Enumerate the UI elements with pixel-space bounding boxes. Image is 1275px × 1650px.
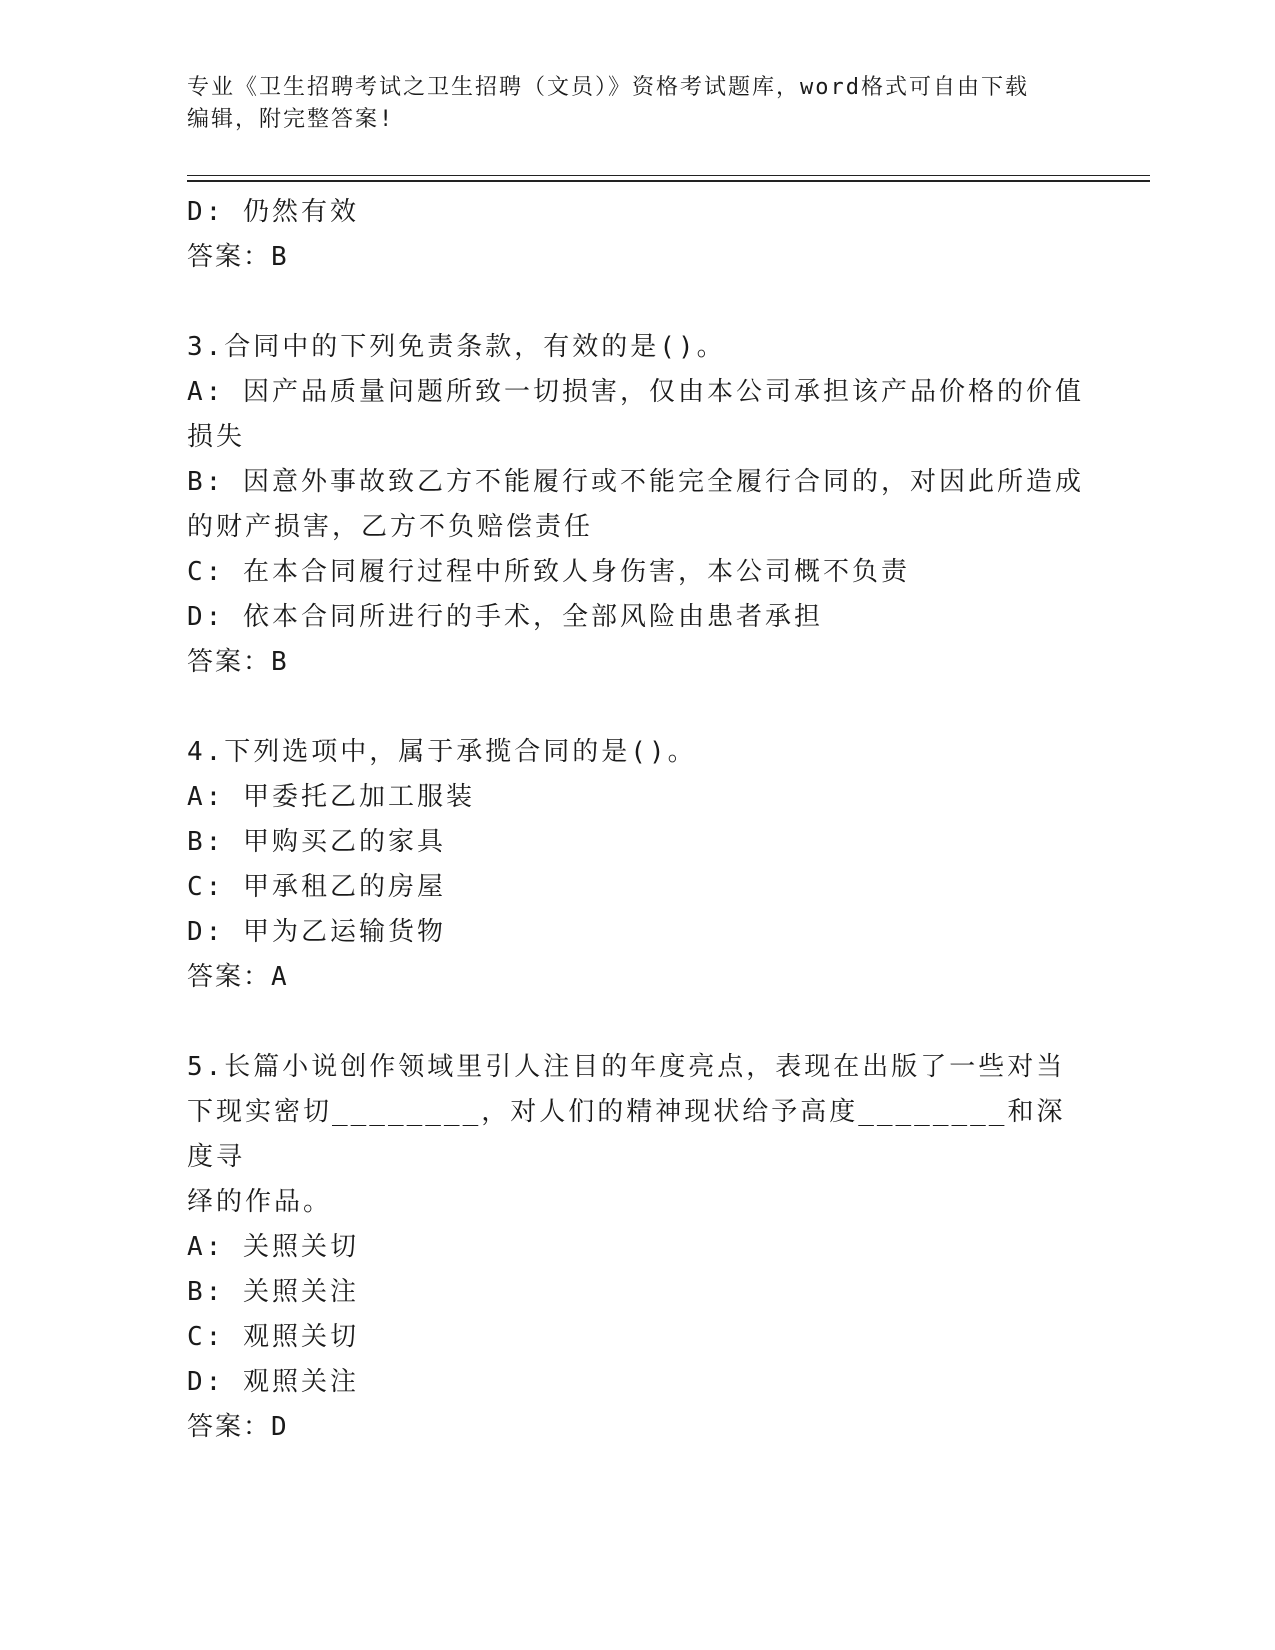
option-d: D: 依本合同所进行的手术，全部风险由患者承担 bbox=[187, 602, 823, 632]
question-list bbox=[187, 190, 1087, 1450]
answer-label: 答案： bbox=[187, 647, 272, 677]
option-a: A: 甲委托乙加工服装 bbox=[187, 782, 475, 812]
header-divider-thin bbox=[187, 175, 1150, 176]
option-b: B: 因意外事故致乙方不能履行或不能完全履行合同的，对因此所造成 bbox=[187, 467, 1084, 497]
answer-label: 答案： bbox=[187, 1412, 272, 1442]
option-a: A: 关照关切 bbox=[187, 1232, 359, 1262]
question-5 bbox=[187, 1045, 1087, 1450]
answer-line bbox=[187, 955, 1087, 1000]
answer-label: 答案： bbox=[187, 962, 272, 992]
answer-line bbox=[187, 235, 1087, 280]
question-spacer bbox=[187, 280, 1087, 325]
header-divider-thick bbox=[187, 180, 1150, 182]
answer-line bbox=[187, 640, 1087, 685]
question-4 bbox=[187, 730, 1087, 1000]
option-c: C: 甲承租乙的房屋 bbox=[187, 872, 446, 902]
option-c: C: 在本合同履行过程中所致人身伤害，本公司概不负责 bbox=[187, 557, 910, 587]
question-3 bbox=[187, 325, 1087, 685]
option-d: D: 观照关注 bbox=[187, 1367, 359, 1397]
question-spacer bbox=[187, 685, 1087, 730]
question-stem: 5.长篇小说创作领域里引人注目的年度亮点，表现在出版了一些对当 bbox=[187, 1052, 1066, 1082]
answer-value: A bbox=[271, 962, 287, 992]
option-b-continued: 的财产损害，乙方不负赔偿责任 bbox=[187, 512, 594, 542]
option-b: B: 关照关注 bbox=[187, 1277, 359, 1307]
option-c: C: 观照关切 bbox=[187, 1322, 359, 1352]
answer-value: B bbox=[271, 647, 287, 677]
question-stem: 3.合同中的下列免责条款，有效的是()。 bbox=[187, 332, 726, 362]
question-stem-continued: 下现实密切________，对人们的精神现状给予高度________和深度寻 bbox=[187, 1097, 1066, 1172]
option-d: D: 甲为乙运输货物 bbox=[187, 917, 446, 947]
option-b: B: 甲购买乙的家具 bbox=[187, 827, 446, 857]
question-stem-continued: 绎的作品。 bbox=[187, 1187, 333, 1217]
answer-value: D bbox=[271, 1412, 287, 1442]
question-stem: 4.下列选项中，属于承揽合同的是()。 bbox=[187, 737, 697, 767]
question-spacer bbox=[187, 1000, 1087, 1045]
option-d: D: 仍然有效 bbox=[187, 197, 359, 227]
question-2-tail bbox=[187, 190, 1087, 280]
header-line-2: 编辑，附完整答案! bbox=[187, 107, 395, 132]
document-header bbox=[187, 72, 1067, 136]
answer-label: 答案： bbox=[187, 242, 272, 272]
answer-line bbox=[187, 1405, 1087, 1450]
answer-value: B bbox=[271, 242, 287, 272]
option-a-continued: 损失 bbox=[187, 422, 246, 452]
option-a: A: 因产品质量问题所致一切损害，仅由本公司承担该产品价格的价值 bbox=[187, 377, 1084, 407]
header-line-1: 专业《卫生招聘考试之卫生招聘（文员）》资格考试题库，word格式可自由下载 bbox=[187, 75, 1029, 100]
